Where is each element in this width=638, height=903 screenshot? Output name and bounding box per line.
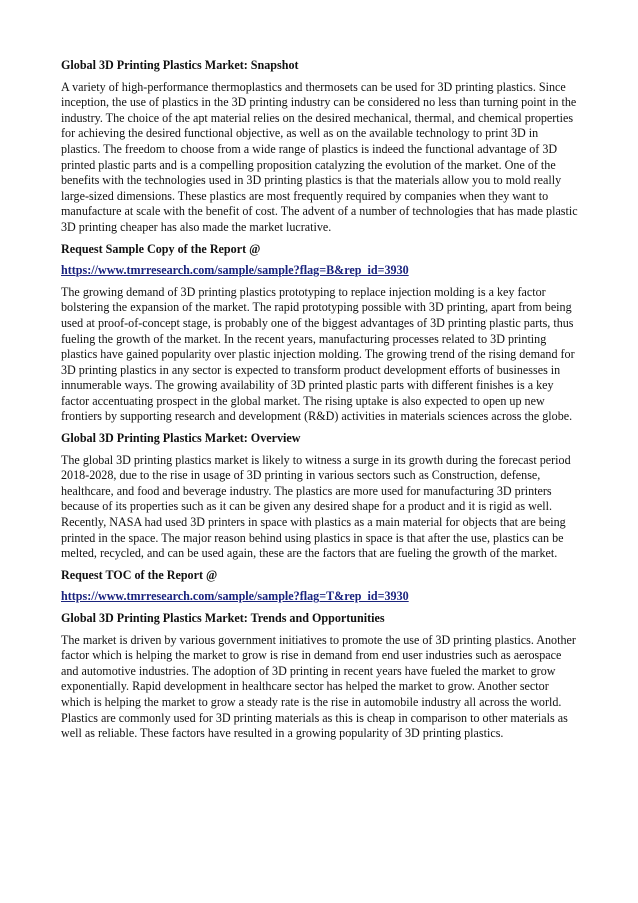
request-toc-label: Request TOC of the Report @ <box>61 567 218 582</box>
overview-paragraph: The global 3D printing plastics market is likely to witness a surge in its growth during the forecast period 2018-2028, due to the rise in usage of 3D printing in various sectors such as Construction, defense, healthcare, and food and beverage industry. The plastics are more used for manufacturing 3D printers because of its properties such as it can be given any desired shape for a product and it is rigid as well. Recently, NASA had used 3D printers in space with plastics as a main material for objects that are being printed in the space. The major reason behind using plastics in space is that after the use, plastics can be melted, recycled, and can be used again, these are the factors that are fueling the growth of the market. <box>61 452 571 561</box>
request-sample-link[interactable]: https://www.tmrresearch.com/sample/sample?flag=B&rep_id=3930 <box>61 263 409 278</box>
overview-heading: Global 3D Printing Plastics Market: Overview <box>61 431 301 446</box>
snapshot-paragraph-1: A variety of high-performance thermoplastics and thermosets can be used for 3D printing plastics. Since inception, the use of plastics in the 3D printing industry can be considered no less than turning point in the industry. The choice of the apt material relies on the desired mechanical, thermal, and chemical properties for achieving the desired functional objective, as well as on the available technology to print 3D in plastics. The freedom to choose from a wide range of plastics is indeed the functional advantage of 3D printed plastic parts and is a compelling proposition catalyzing the evolution of the market. One of the benefits with the technologies used in 3D printing plastics is that the materials allow you to mold really large-sized dimensions. These plastics are most frequently required by companies when they want to manufacture at scale with the benefit of cost. The advent of a number of technologies that has made plastic 3D printing cheaper has also made the market lucrative. <box>61 79 578 234</box>
request-toc-link[interactable]: https://www.tmrresearch.com/sample/sample?flag=T&rep_id=3930 <box>61 589 409 604</box>
snapshot-heading: Global 3D Printing Plastics Market: Snapshot <box>61 58 299 72</box>
trends-paragraph: The market is driven by various government initiatives to promote the use of 3D printing plastics. Another factor which is helping the market to grow is rise in demand from end user industries such as aerospace and automotive industries. The adoption of 3D printing in recent years have fueled the market to grow exponentially. Rapid development in healthcare sector has helped the market to grow. Another sector which is helping the market to grow a steady rate is the rise in automobile industry all across the world. Plastics are commonly used for 3D printing materials as this is cheap in comparison to other materials as well as reliable. These factors have resulted in a growing popularity of 3D printing plastics. <box>61 632 576 741</box>
trends-heading: Global 3D Printing Plastics Market: Trends and Opportunities <box>61 611 385 625</box>
snapshot-paragraph-2: The growing demand of 3D printing plastics prototyping to replace injection molding is a key factor bolstering the expansion of the market. The rapid prototyping possible with 3D printing, apart from being used at proof-of-concept stage, is probably one of the biggest advantages of 3D printing plastic parts, thus fueling the growth of the market. In the recent years, manufacturing processes related to 3D printing plastics have gained popularity over plastic injection molding. The growing trend of the rising demand for 3D printing plastics in any sector is expected to transform product development efforts of businesses in innumerable ways. The growing availability of 3D printed plastic parts with different finishes is a key factor accentuating prospect in the global market. The rising uptake is also expected to open up new frontiers by supporting research and development (R&D) activities in materials sciences across the globe. <box>61 284 575 424</box>
request-sample-label: Request Sample Copy of the Report @ <box>61 241 261 256</box>
document-page <box>61 58 579 748</box>
